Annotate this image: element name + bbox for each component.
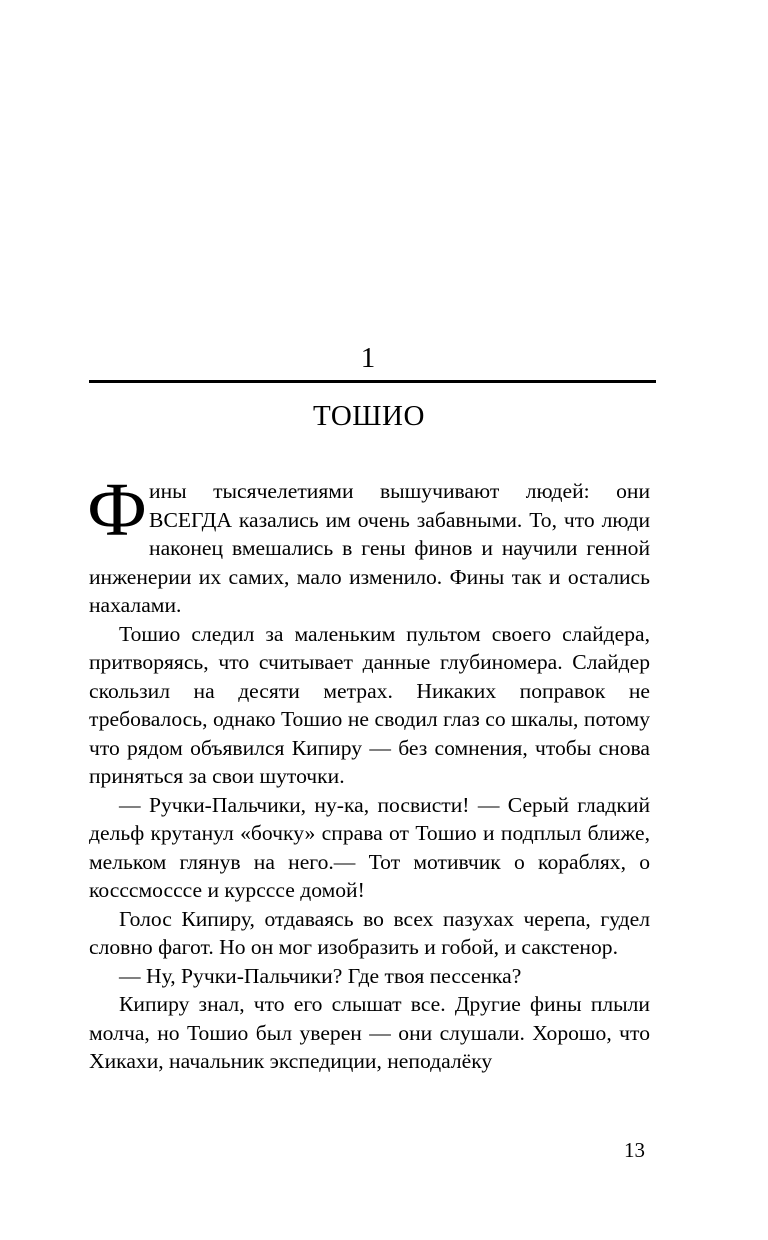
paragraph-4: Голос Кипиру, отдаваясь во всех пазухах черепа, гудел словно фагот. Но он мог изобразить и гобой, и сакстенор.: [89, 906, 650, 959]
paragraph-6: Кипиру знал, что его слышат все. Другие фины плыли молча, но Тошио был уверен — они слушали. Хорошо, что Хикахи, начальник экспедиции, неподалёку: [89, 992, 650, 1073]
paragraph-3: — Ручки-Пальчики, ну-ка, посвисти! — Серый гладкий дельф крутанул «бочку» справа от Тошио и подплыл ближе, мельком глянув на него.— Тот мотивчик о кораблях, о косссмосссе и курсссе домой!: [89, 792, 650, 902]
paragraph-5: — Ну, Ручки-Пальчики? Где твоя пессенка?: [119, 963, 522, 988]
body-text: [87, 468, 650, 1076]
paragraph-1: [87, 468, 650, 620]
chapter-divider: [89, 380, 656, 383]
drop-cap: Ф: [87, 468, 148, 552]
chapter-title: ТОШИО: [313, 400, 425, 432]
chapter-number: 1: [360, 342, 376, 374]
page-number: 13: [624, 1138, 645, 1162]
paragraph-2: Тошио следил за маленьким пультом своего слайдера, притворяясь, что считывает данные глубиномера. Слайдер скользил на десяти метрах. Никаких поправок не требовалось, однако Тошио не сводил глаз со шкалы, потому что рядом объявился Кипиру — без сомнения, чтобы снова приняться за свои шуточки.: [89, 621, 650, 788]
paragraph-text: ины тысячелетиями вышучивают людей: они ВСЕГДА казались им очень забавными. То, что люди наконец вмешались в гены финов и научили генной инженерии их самих, мало изменило. Фины так и остались нахалами.: [89, 479, 650, 617]
